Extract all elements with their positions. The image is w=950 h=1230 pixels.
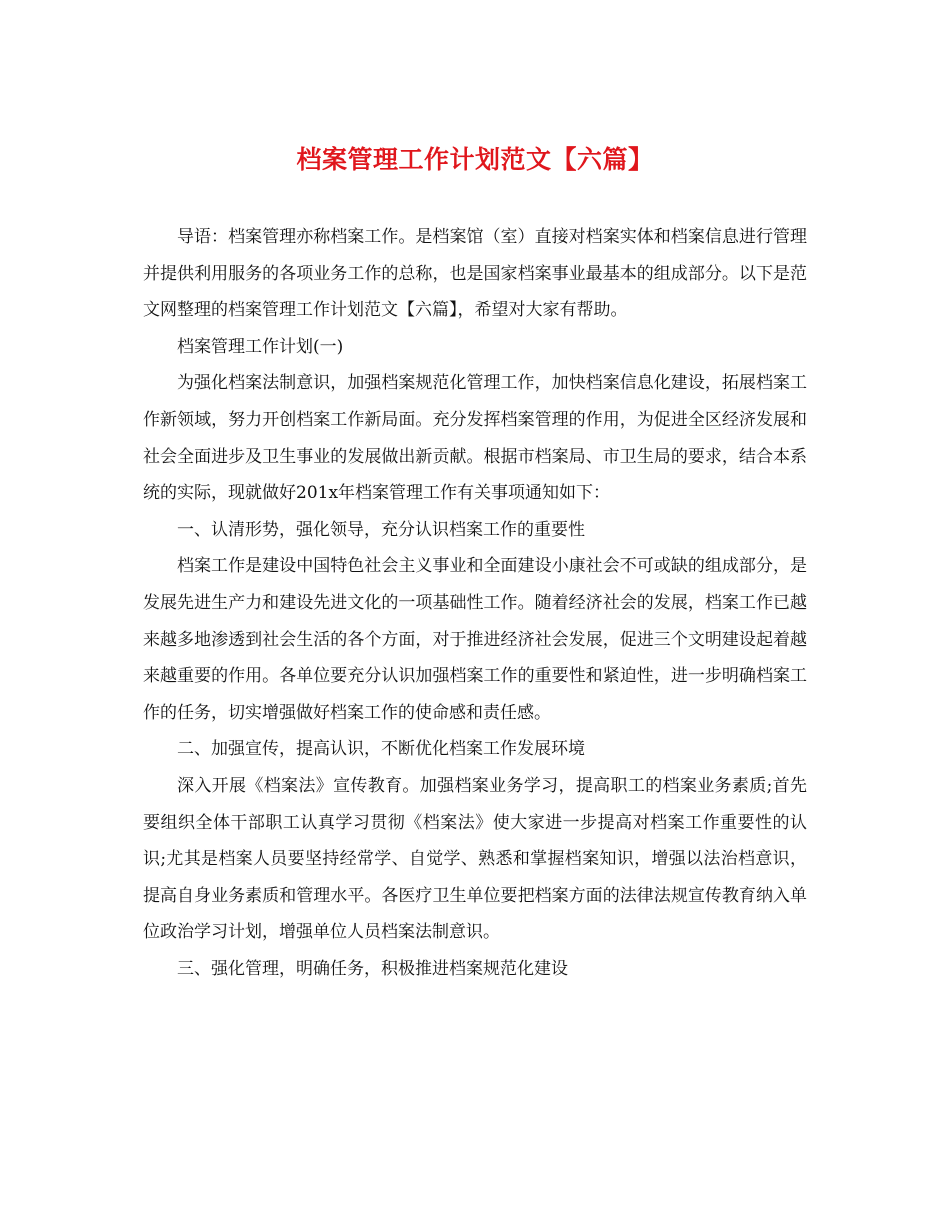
paragraph-plan-1-intro: 为强化档案法制意识，加强档案规范化管理工作，加快档案信息化建设，拓展档案工作新领域，努力开创档案工作新局面。充分发挥档案管理的作用，为促进全区经济发展和社会全面进步及卫生事业的发展做出新贡献。根据市档案局、市卫生局的要求，结合本系统的实际，现就做好201x年档案管理工作有关事项通知如下：: [143, 373, 807, 504]
paragraph-intro: 导语：档案管理亦称档案工作。是档案馆（室）直接对档案实体和档案信息进行管理并提供利用服务的各项业务工作的总称，也是国家档案事业最基本的组成部分。以下是范文网整理的档案管理工作计划范文【六篇】，希望对大家有帮助。: [143, 227, 807, 321]
section-heading-2: 二、加强宣传，提高认识，不断优化档案工作发展环境: [177, 739, 585, 760]
section-heading-3: 三、强化管理，明确任务，积极推进档案规范化建设: [177, 958, 568, 979]
document-body: [143, 219, 807, 987]
section-heading-plan-1: 档案管理工作计划(一): [177, 336, 344, 357]
paragraph-section-1: 档案工作是建设中国特色社会主义事业和全面建设小康社会不可或缺的组成部分，是发展先进生产力和建设先进文化的一项基础性工作。随着经济社会的发展，档案工作已越来越多地渗透到社会生活的各个方面，对于推进经济社会发展，促进三个文明建设起着越来越重要的作用。各单位要充分认识加强档案工作的重要性和紧迫性，进一步明确档案工作的任务，切实增强做好档案工作的使命感和责任感。: [143, 556, 807, 723]
paragraph-section-2: 深入开展《档案法》宣传教育。加强档案业务学习，提高职工的档案业务素质;首先要组织全体干部职工认真学习贯彻《档案法》使大家进一步提高对档案工作重要性的认识;尤其是档案人员要坚持经常学、自觉学、熟悉和掌握档案知识，增强以法治档意识，提高自身业务素质和管理水平。各医疗卫生单位要把档案方面的法律法规宣传教育纳入单位政治学习计划，增强单位人员档案法制意识。: [143, 775, 807, 943]
document-title: 档案管理工作计划范文【六篇】: [296, 145, 654, 174]
section-heading-1: 一、认清形势，强化领导，充分认识档案工作的重要性: [177, 519, 585, 540]
